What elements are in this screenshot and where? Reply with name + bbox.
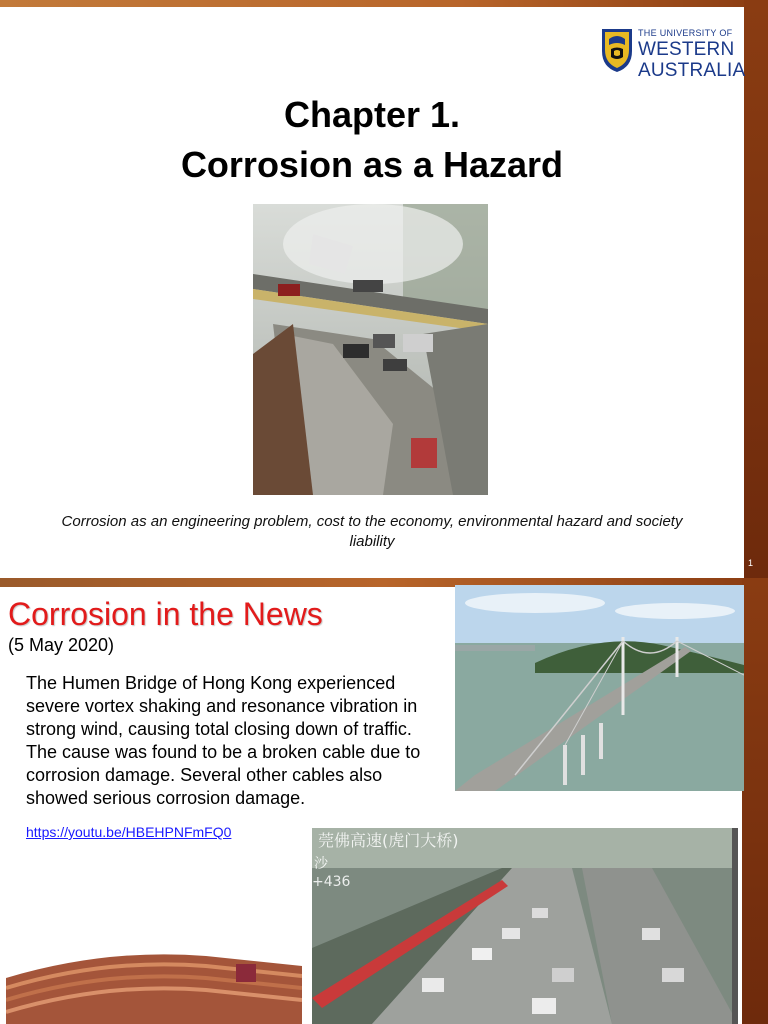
youtube-link[interactable]: https://youtu.be/HBEHPNFmFQ0 bbox=[26, 824, 232, 840]
slide-caption: Corrosion as an engineering problem, cost to the economy, environmental hazard and society liability bbox=[61, 513, 683, 550]
uwa-logo bbox=[600, 27, 746, 81]
logo-line-3: AUSTRALIA bbox=[638, 60, 746, 81]
cctv-overlay-title: 莞佛高速(虎门大桥) bbox=[318, 831, 459, 850]
slide-right-bar bbox=[742, 578, 768, 1024]
slide-number: 1 bbox=[748, 558, 754, 568]
slide-2 bbox=[0, 578, 768, 1024]
chapter-subtitle: Corrosion as a Hazard bbox=[180, 144, 564, 185]
news-heading: Corrosion in the News bbox=[8, 596, 323, 632]
cctv-overlay-char: 沙 bbox=[314, 856, 328, 872]
uwa-crest-icon bbox=[600, 27, 634, 73]
cctv-overlay-number: +436 bbox=[312, 874, 351, 890]
news-body-text: The Humen Bridge of Hong Kong experienced severe vortex shaking and resonance vibration in strong wind, causing total closing down of traffic. The cause was found to be a broken cable due to corrosion damage. Several other cables also showed serious corrosion damage. bbox=[26, 673, 421, 808]
humen-bridge-photo bbox=[455, 585, 744, 791]
bridge-collapse-photo bbox=[253, 204, 488, 495]
chapter-title: Chapter 1. bbox=[283, 94, 461, 135]
slide-top-bar bbox=[0, 0, 768, 7]
logo-line-2: WESTERN bbox=[638, 39, 735, 60]
slide-right-bar bbox=[744, 0, 768, 578]
news-date: (5 May 2020) bbox=[8, 635, 115, 655]
logo-line-1: THE UNIVERSITY OF bbox=[638, 28, 733, 38]
bridge-traffic-cctv-photo bbox=[312, 828, 738, 1024]
corroded-cable-photo bbox=[6, 948, 302, 1024]
